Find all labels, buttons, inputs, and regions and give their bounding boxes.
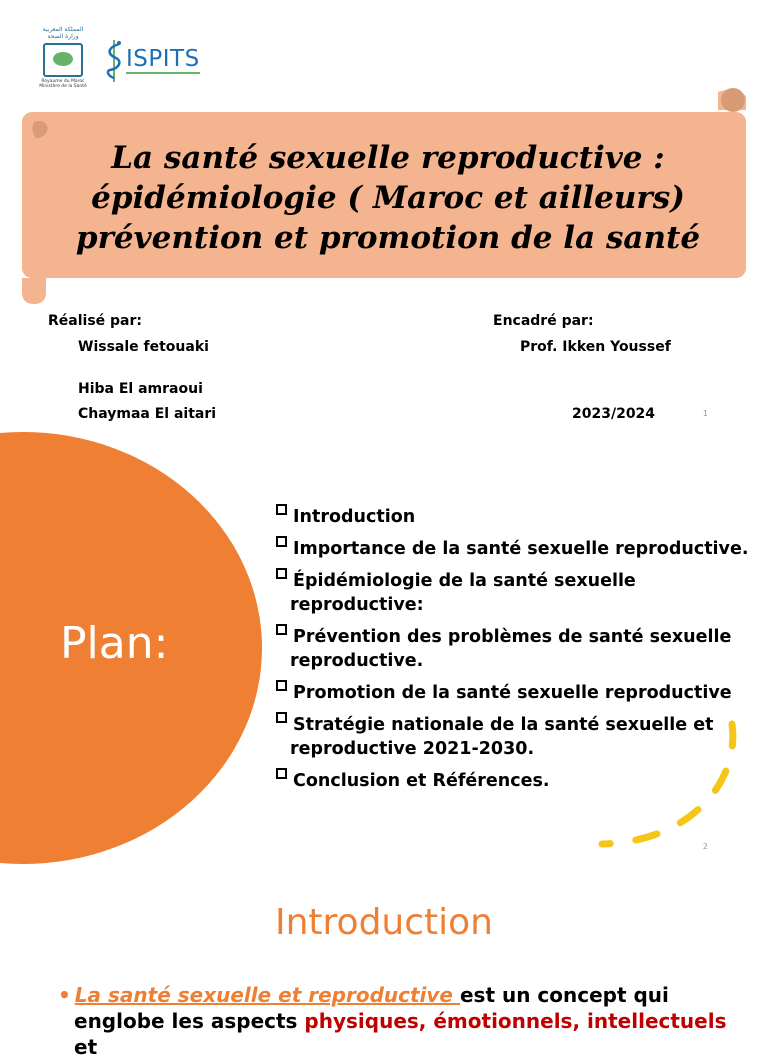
plan-title: Plan: (60, 618, 169, 669)
checkbox-bullet-icon (276, 712, 287, 723)
presentation-title (30, 138, 746, 258)
realise-par-label: Réalisé par: (48, 313, 142, 329)
plan-item: Introduction (276, 504, 756, 529)
title-line-2: épidémiologie ( Maroc et ailleurs) (91, 180, 685, 216)
ministry-french-line1: Royaume du Maroc (41, 79, 85, 84)
author-2: Hiba El amraoui (78, 381, 203, 397)
checkbox-bullet-icon (276, 504, 287, 515)
ministry-french-line2: Ministère de la Santé (39, 84, 87, 89)
plan-item: Promotion de la santé sexuelle reproductive (276, 680, 756, 705)
plan-item: Conclusion et Références. (276, 768, 756, 793)
academic-year: 2023/2024 (572, 406, 656, 422)
plan-item: Stratégie nationale de la santé sexuelle et reproductive 2021-2030. (276, 712, 756, 761)
dashed-arc-decoration (590, 712, 750, 852)
encadre-par-label: Encadré par: (493, 313, 594, 329)
bullet-icon: • (58, 983, 71, 1007)
ministry-arabic-line1: المملكة المغربية (42, 26, 84, 33)
author-3: Chaymaa El aitari (78, 406, 217, 422)
plan-item: Importance de la santé sexuelle reproductive. (276, 536, 756, 561)
introduction-paragraph (58, 982, 738, 1060)
checkbox-bullet-icon (276, 768, 287, 779)
author-1: Wissale fetouaki (78, 339, 209, 355)
introduction-slide (0, 864, 768, 1059)
slide-2-page-number: 2 (702, 842, 708, 851)
supervisor-name: Prof. Ikken Youssef (520, 339, 671, 355)
introduction-title: Introduction (274, 902, 493, 943)
plan-item: Prévention des problèmes de santé sexuelle reproductive. (276, 624, 756, 673)
plan-item: Épidémiologie de la santé sexuelle reproductive: (276, 568, 756, 617)
ministry-arabic-line2: وزارة الصحة (47, 33, 79, 40)
intro-line-1: • La santé sexuelle et reproductive est un concept qui (58, 983, 669, 1007)
slide-1-page-number: 1 (702, 409, 708, 418)
plan-slide (0, 432, 768, 864)
checkbox-bullet-icon (276, 568, 287, 579)
title-line-1: La santé sexuelle reproductive : (111, 140, 665, 176)
checkbox-bullet-icon (276, 536, 287, 547)
intro-line-2: englobe les aspects physiques, émotionnels, intellectuels et (74, 1009, 727, 1059)
ispits-logo-text: ISPITS (126, 46, 200, 72)
title-line-3: prévention et promotion de la santé (75, 220, 701, 256)
title-slide (0, 0, 768, 432)
checkbox-bullet-icon (276, 680, 287, 691)
checkbox-bullet-icon (276, 624, 287, 635)
